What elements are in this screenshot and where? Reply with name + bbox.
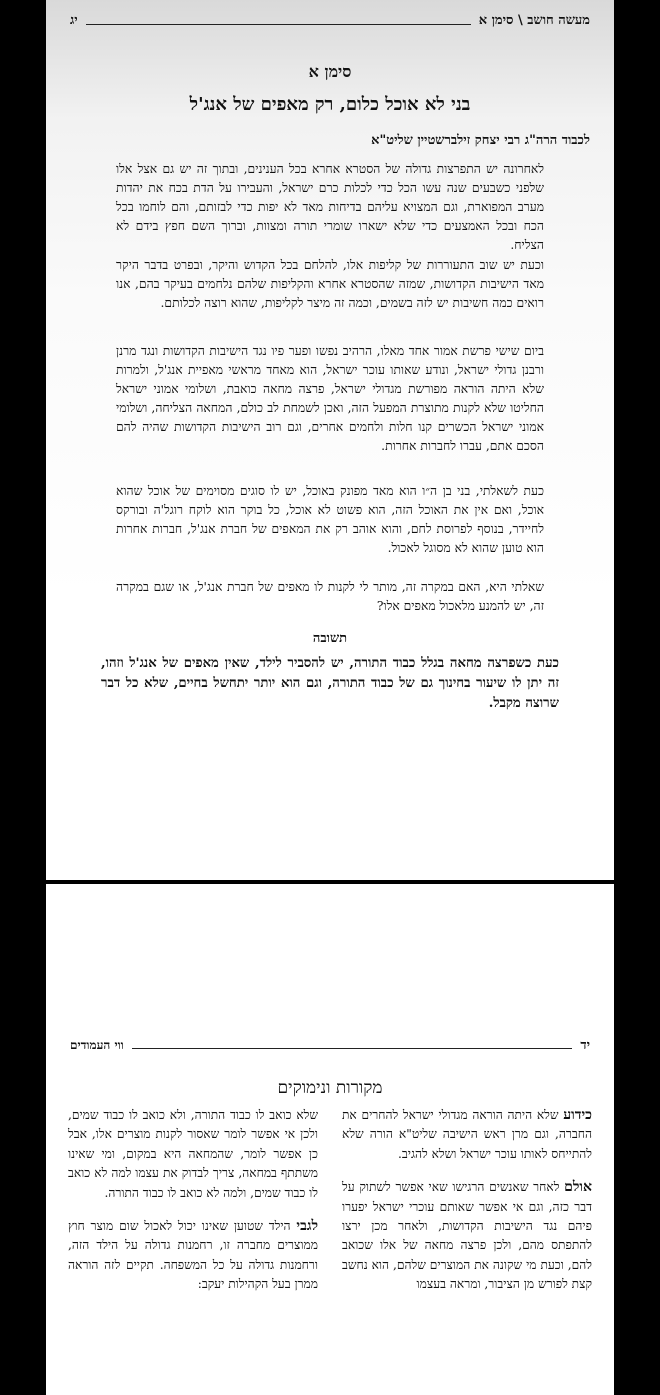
sources-title: מקורות ונימוקים xyxy=(277,1078,383,1098)
page-number: יג xyxy=(70,13,78,28)
running-head-title: מעשה חושב \ סימן א xyxy=(478,13,590,28)
question-paragraph-5: שאלתי היא, האם במקרה זה, מותר לי לקנות לו מאפים של חברת אנג'ל, או שגם במקרה זה, יש להמנע מלאכול מאפים אלו? xyxy=(116,580,544,613)
source-paragraph xyxy=(342,1178,592,1294)
running-head-title: ווי העמודים xyxy=(70,1037,124,1052)
source-paragraph xyxy=(68,1106,318,1203)
source-paragraph xyxy=(342,1106,592,1164)
running-head xyxy=(70,10,590,30)
page-13 xyxy=(46,0,614,880)
source-paragraph xyxy=(68,1217,318,1295)
header-rule xyxy=(132,1048,573,1049)
right-column xyxy=(342,1106,592,1309)
paragraph-text: שלא כואב לו כבוד התורה, ולא כואב לו כבוד שמים, ולכן אי אפשר לומר שאסור לקנות מוצרים אלו, אבל כן אפשר לומר, שהמחאה היא במקום, ומי שאינו משתתף במחאה, צריך לבדוק את עצמו למה לא כואב לו כבוד שמים, ולמה לא כואב לו כבוד התורה. xyxy=(68,1108,318,1200)
page-14 xyxy=(46,884,614,1395)
answer-text: כעת כשפרצה מחאה בגלל כבוד התורה, יש להסביר לילד, שאין מאפים של אנג'ל וזהו, זה יתן לו שיעור בחינוך גם של כבוד התורה, וגם הוא יותר יתחשל בחיים, שלא כל דבר שרוצה מקבל. xyxy=(101,656,559,711)
page-number: יד xyxy=(580,1038,590,1053)
siman-heading: סימן א xyxy=(308,62,352,81)
running-head xyxy=(70,1036,590,1054)
paragraph-text: לאחר שאנשים הרגישו שאי אפשר לשתוק על דבר כזה, וגם אי אפשר שאותם עוכרי ישראל יפערו פיהם נגד הישיבות הקדושות, ולאחר מכן ירצו להתפתס מהם, ולכן פרצה מחאה של אלו שכואב להם, וכעת מי שקונה את המוצרים שלהם, הוא נחשב קצת לפורש מן הציבור, ומראה בעצמו xyxy=(342,1180,592,1292)
lead-word: כידוע xyxy=(563,1107,592,1123)
left-column xyxy=(68,1106,318,1309)
header-rule xyxy=(86,24,471,25)
answer-heading: תשובה xyxy=(312,631,348,646)
paragraph-text: הילד שטוען שאינו יכול לאכול שום מוצר חוץ ממוצרים מחברה זו, רחמנות גדולה על הילד הזה, ורחמנות גדולה על כל המשפחה. תקיים לזה הוראה ממרן בעל הקהילות יעקב: xyxy=(68,1219,318,1292)
question-paragraph-3: ביום שישי פרשת אמור אחד מאלו, הרהיב נפשו ופער פיו נגד הישיבות הקדושות ונגד מרנן ורבנן גדולי ישראל, ונודע שאותו עוכר ישראל, הוא מאחד מראשי מאפיית אנג'ל, ולמרות שלא היתה הוראה מפורשת מגדולי ישראל, פרצה מחאה כואבת, ושלומי אמוני ישראל החליטו שלא לקנות מתוצרת המפעל הזה, ואכן לשמחת לב כולם, המחאה הצליחה, ושלומי אמוני ישראל הכשרים קנו חלות ולחמים אחרים, וגם רוב הישיבות הקדושות שהיה להם הסכם אתם, עברו לחברות אחרות. xyxy=(116,344,544,453)
siman-title: בני לא אוכל כלום, רק מאפים של אנג'ל xyxy=(189,94,471,115)
question-paragraph-1: לאחרונה יש התפרצות גדולה של הסטרא אחרא בכל הענינים, ובתוך זה יש גם אצל אלו שלפני כשבעים שנה עשו הכל כדי לכלות כרם ישראל, והעבירו על הדת בכח את יהדות מערב המפוארת, וגם המצויא עליהם בדיחות מאד לא יפות כדי לבזותם, והם לוחמו בכל הכח ובכל האמצעים כדי שלא ישארו שומרי תורה ומצוות, וברוך השם חפץ בידם לא הצליח. xyxy=(116,162,544,252)
lead-word: לגבי xyxy=(296,1218,318,1235)
question-paragraph-4: כעת לשאלתי, בני בן ה״ו הוא מאד מפונק באוכל, יש לו סוגים מסוימים של אוכל שהוא אוכל, ואם אין את האוכל הזה, הוא פשוט לא אוכל, כל בוקר הוא לוקח רוגל'ה ובורקס לחיידר, בנוסף לפרוסת לחם, והוא אוהב רק את המאפים של חברת אנג'ל, חברות אחרות הוא טוען שהוא לא מסוגל לאכול. xyxy=(116,484,544,555)
paragraph-text: שלא היתה הוראה מגדולי ישראל להחרים את החברה, וגם מרן ראש הישיבה שליט"א הורה שלא להתייחס לאותו עוכר ישראל ושלא להגיב. xyxy=(342,1108,592,1161)
dedication-line: לכבוד הרה"ג רבי יצחק זילברשטיין שליט"א xyxy=(371,133,590,148)
question-paragraph-2: וכעת יש שוב התעוררות של קליפות אלו, להלחם בכל הקדוש והיקר, ובפרט בדבר היקר מאד הישיבות הקדושות, שמזה שהסטרא אחרא והקליפות שלהם נלחמים בעיקר בהם, אנו רואים כמה חשיבות יש לזה בשמים, וכמה זה מיצר לקליפות, שהוא רוצה לכלותם. xyxy=(116,258,544,310)
lead-word: אולם xyxy=(564,1179,592,1196)
